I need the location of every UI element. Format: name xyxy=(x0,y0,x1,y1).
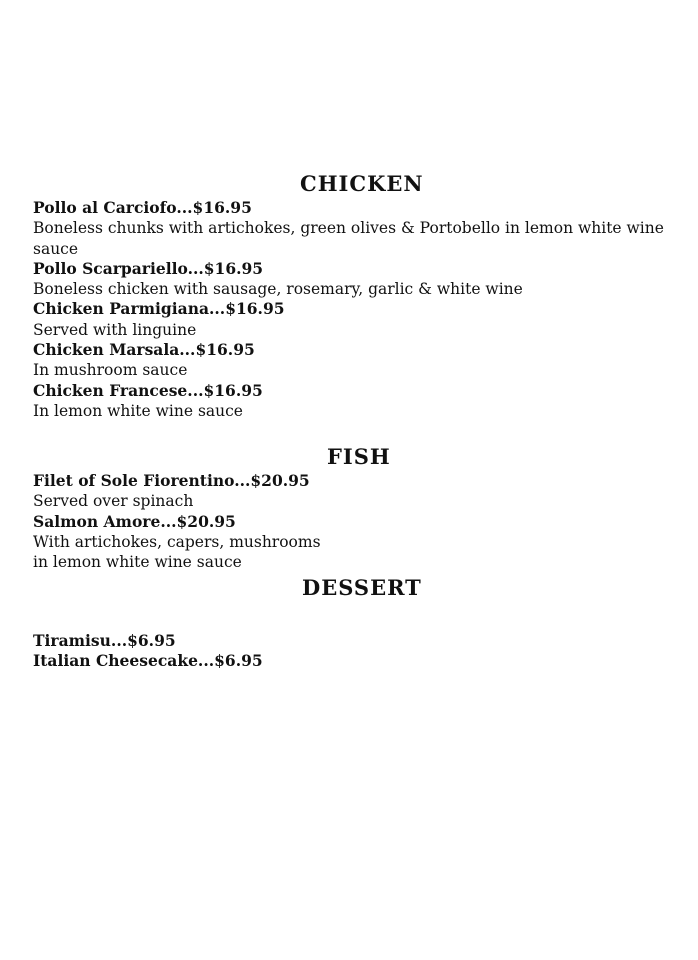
item-name: Pollo Scarpariello...$16.95 xyxy=(33,258,264,278)
item-name: Tiramisu...$6.95 xyxy=(33,631,176,650)
section-title-chicken: CHICKEN xyxy=(300,171,424,196)
description-line: in lemon white wine sauce xyxy=(33,553,242,572)
item-description: Served with linguine xyxy=(33,320,197,339)
item-name: Chicken Francese...$16.95 xyxy=(33,380,263,400)
list-item xyxy=(33,651,693,671)
section-title-fish: FISH xyxy=(327,444,391,469)
list-item xyxy=(33,381,693,422)
fish-items xyxy=(33,471,693,572)
list-item xyxy=(33,471,693,512)
item-description: Served over spinach xyxy=(33,492,194,511)
section-title-dessert: DESSERT xyxy=(302,575,422,600)
list-item xyxy=(33,259,693,300)
item-name: Chicken Parmigiana...$16.95 xyxy=(33,299,285,319)
list-item xyxy=(33,198,693,259)
item-description: In mushroom sauce xyxy=(33,361,188,380)
list-item xyxy=(33,340,693,381)
item-name: Filet of Sole Fiorentino...$20.95 xyxy=(33,471,310,490)
item-description: In lemon white wine sauce xyxy=(33,401,243,420)
chicken-items xyxy=(33,198,693,421)
description-line: With artichokes, capers, mushrooms xyxy=(33,532,321,551)
item-name: Chicken Marsala...$16.95 xyxy=(33,340,255,360)
list-item xyxy=(33,299,693,340)
item-description: Boneless chunks with artichokes, green olives & Portobello in lemon white wine sauce xyxy=(33,219,664,258)
item-name: Pollo al Carciofo...$16.95 xyxy=(33,198,252,217)
item-name: Salmon Amore...$20.95 xyxy=(33,511,236,531)
list-item xyxy=(33,631,693,651)
list-item xyxy=(33,512,693,573)
item-description: Boneless chicken with sausage, rosemary, garlic & white wine xyxy=(33,280,523,299)
dessert-items xyxy=(33,631,693,672)
item-description xyxy=(33,532,693,573)
item-name: Italian Cheesecake...$6.95 xyxy=(33,651,263,671)
